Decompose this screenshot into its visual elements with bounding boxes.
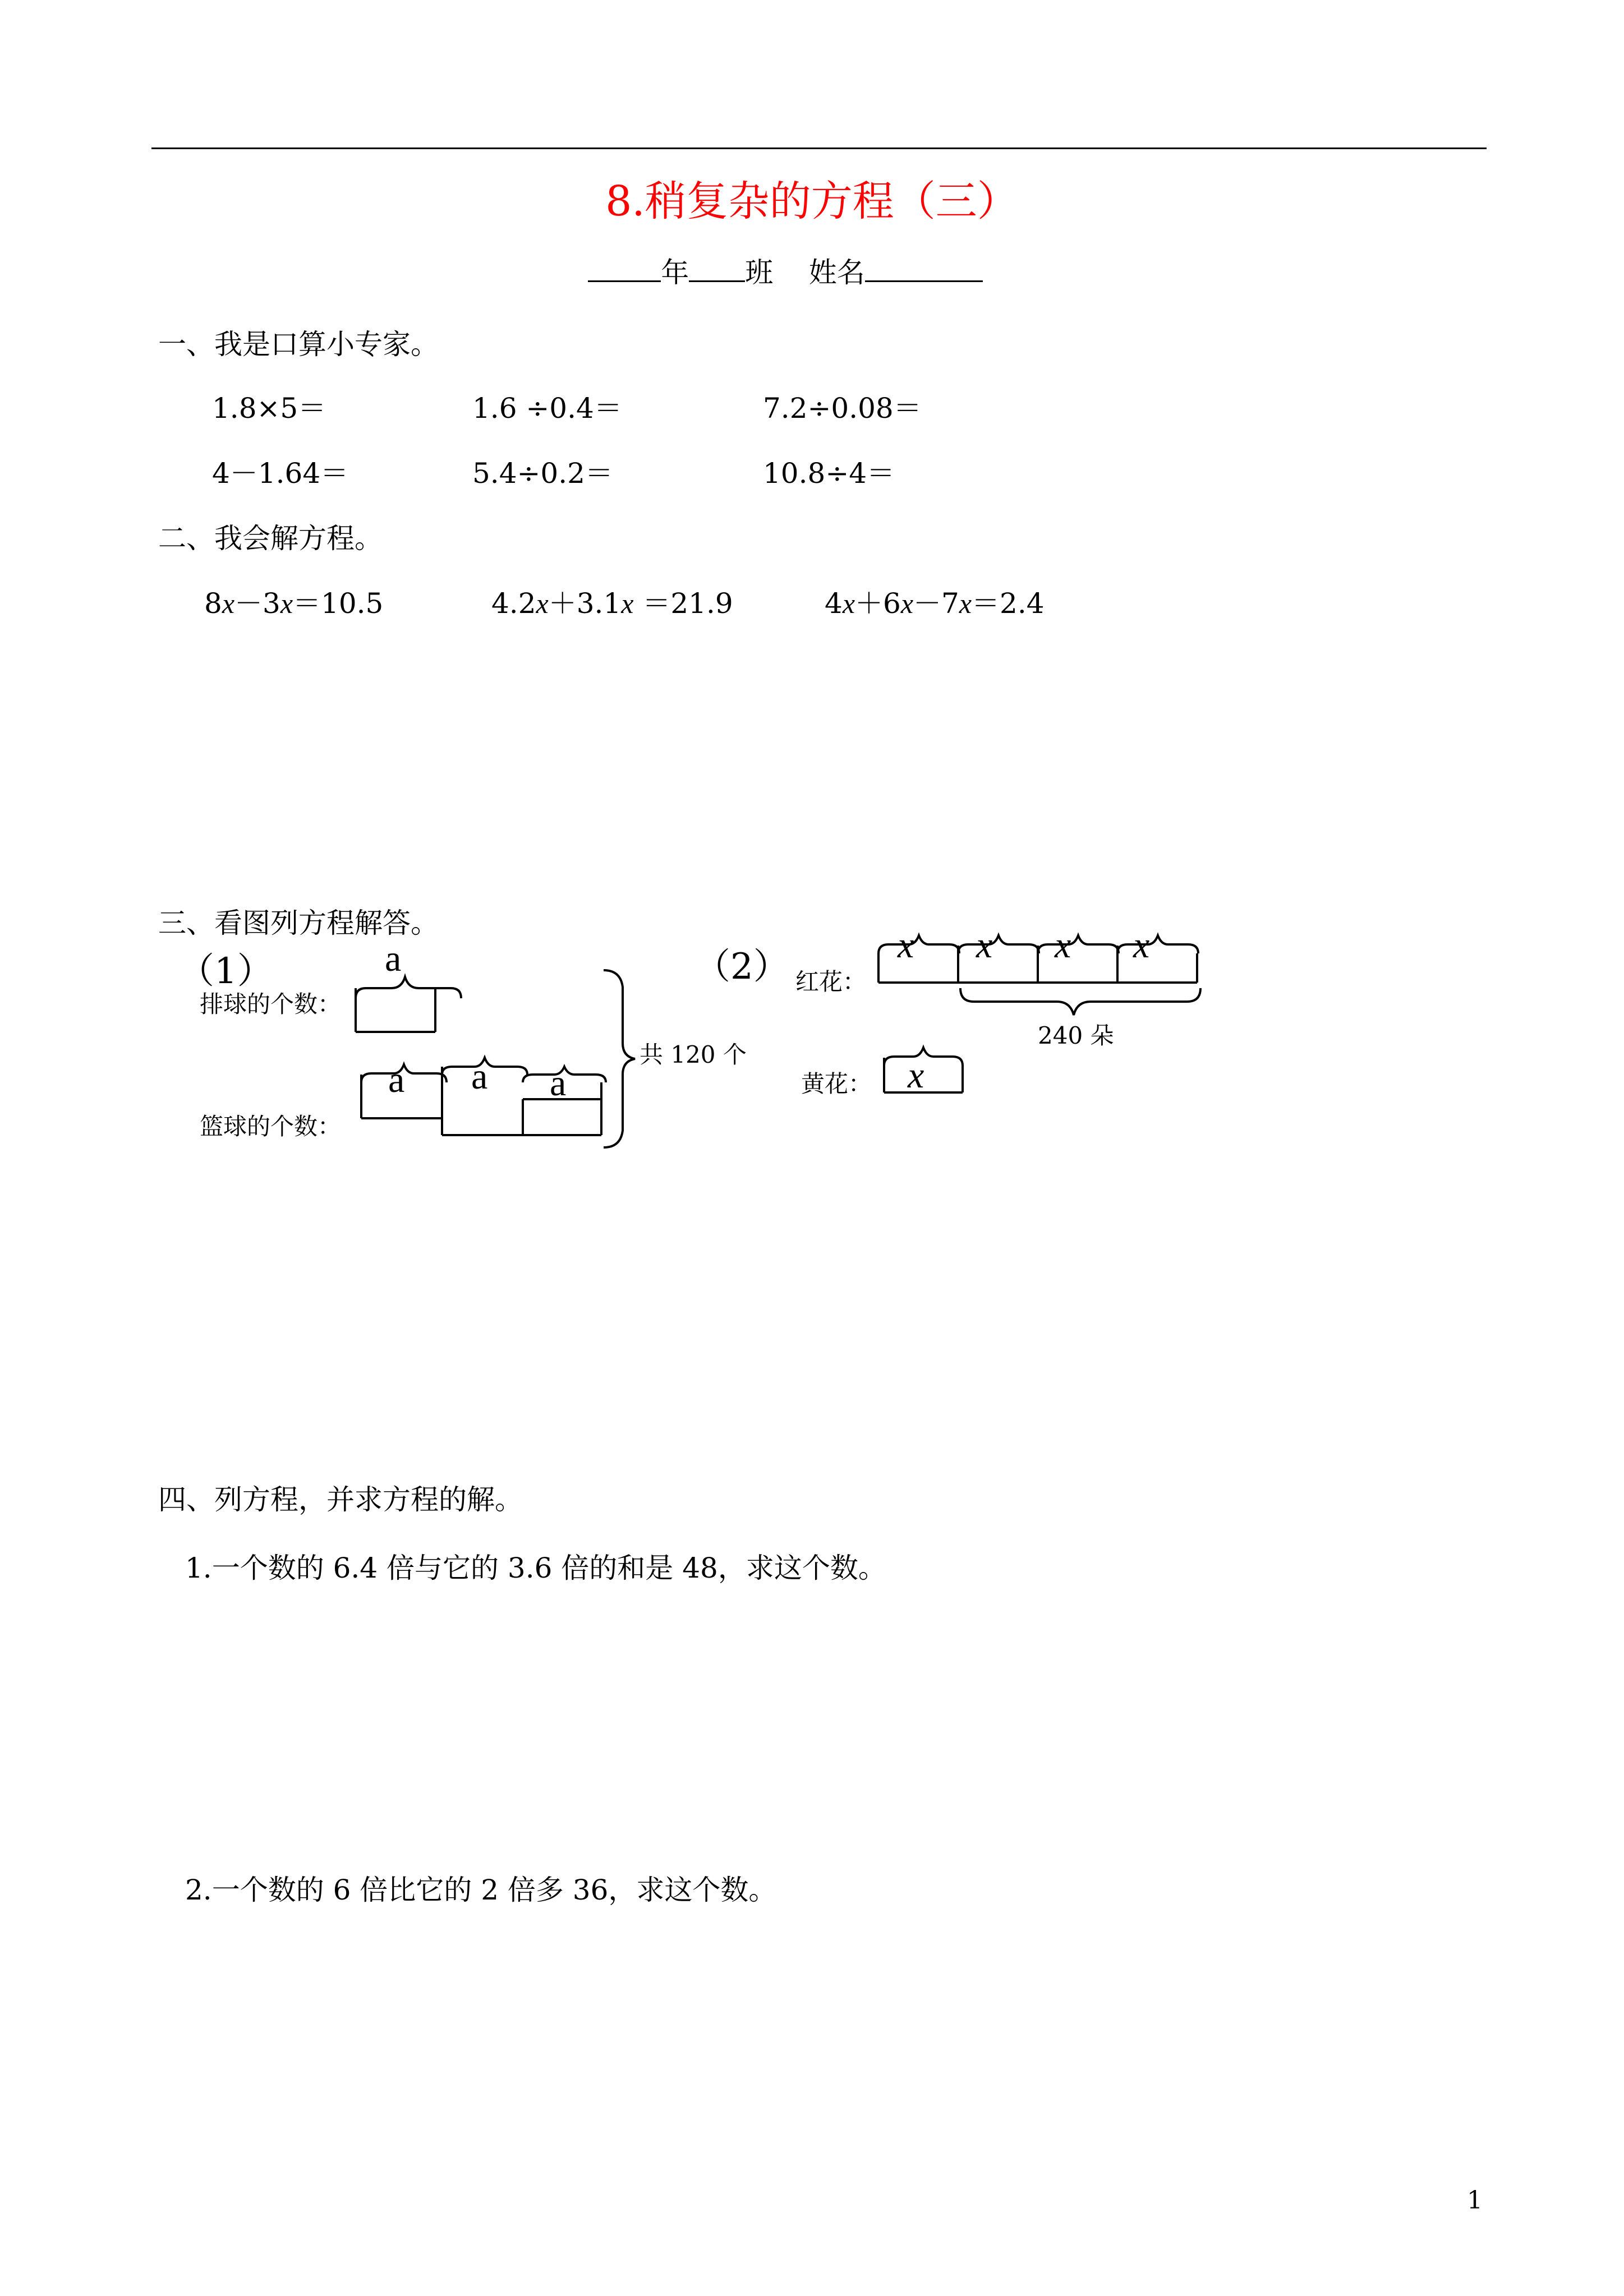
red-total-brace	[960, 988, 1200, 1015]
red-flower-bars	[878, 935, 1198, 983]
diagram1-number: （1）	[178, 951, 273, 992]
equation-1: 8x－3x＝10.5	[204, 587, 384, 620]
equation-3: 4x＋6x－7x＝2.4	[825, 587, 1045, 620]
diagram2-number: （2）	[694, 946, 789, 988]
mental-math-5: 5.4÷0.2＝	[472, 457, 613, 490]
mental-math-3: 7.2÷0.08＝	[763, 392, 922, 425]
red-var-1: x	[898, 925, 914, 966]
red-flower-label: 红花：	[795, 968, 867, 995]
section3-heading: 三、看图列方程解答。	[158, 907, 439, 939]
section4-heading: 四、列方程，并求方程的解。	[158, 1483, 523, 1516]
total-brace	[604, 970, 635, 1147]
word-problem-2: 2.一个数的 6 倍比它的 2 倍多 36，求这个数。	[185, 1874, 777, 1906]
basketball-var-3: a	[550, 1063, 567, 1104]
word-problem-1: 1.一个数的 6.4 倍与它的 3.6 倍的和是 48，求这个数。	[185, 1552, 886, 1584]
section2-heading: 二、我会解方程。	[158, 522, 383, 555]
volleyball-var: a	[385, 938, 402, 979]
basketball-bars	[361, 1058, 606, 1135]
yellow-var: x	[908, 1055, 924, 1096]
yellow-flower-bar	[884, 1048, 963, 1092]
section1-heading: 一、我是口算小专家。	[158, 328, 439, 361]
year-label: 年	[661, 256, 689, 289]
red-var-2: x	[976, 925, 993, 966]
mental-math-6: 10.8÷4＝	[763, 457, 895, 490]
equation-2: 4.2x＋3.1x ＝21.9	[491, 587, 733, 620]
yellow-flower-label: 黄花：	[801, 1070, 872, 1098]
basketball-var-2: a	[471, 1056, 488, 1097]
red-var-4: x	[1133, 925, 1150, 966]
page-title: 8.稍复杂的方程（三）	[605, 177, 1019, 225]
mental-math-4: 4－1.64＝	[212, 457, 349, 490]
diagram2-total: 240 朵	[1038, 1022, 1114, 1049]
volleyball-label: 排球的个数：	[200, 990, 342, 1018]
mental-math-1: 1.8×5＝	[212, 392, 326, 425]
basketball-var-1: a	[388, 1059, 405, 1100]
red-var-3: x	[1055, 925, 1071, 966]
volleyball-bar	[356, 977, 461, 1032]
class-label: 班	[745, 256, 774, 289]
mental-math-2: 1.6 ÷0.4＝	[472, 392, 622, 425]
basketball-label: 篮球的个数：	[200, 1113, 342, 1140]
page-number: 1	[1467, 2186, 1483, 2215]
diagram1-total: 共 120 个	[640, 1041, 747, 1068]
name-label: 姓名	[808, 256, 865, 289]
